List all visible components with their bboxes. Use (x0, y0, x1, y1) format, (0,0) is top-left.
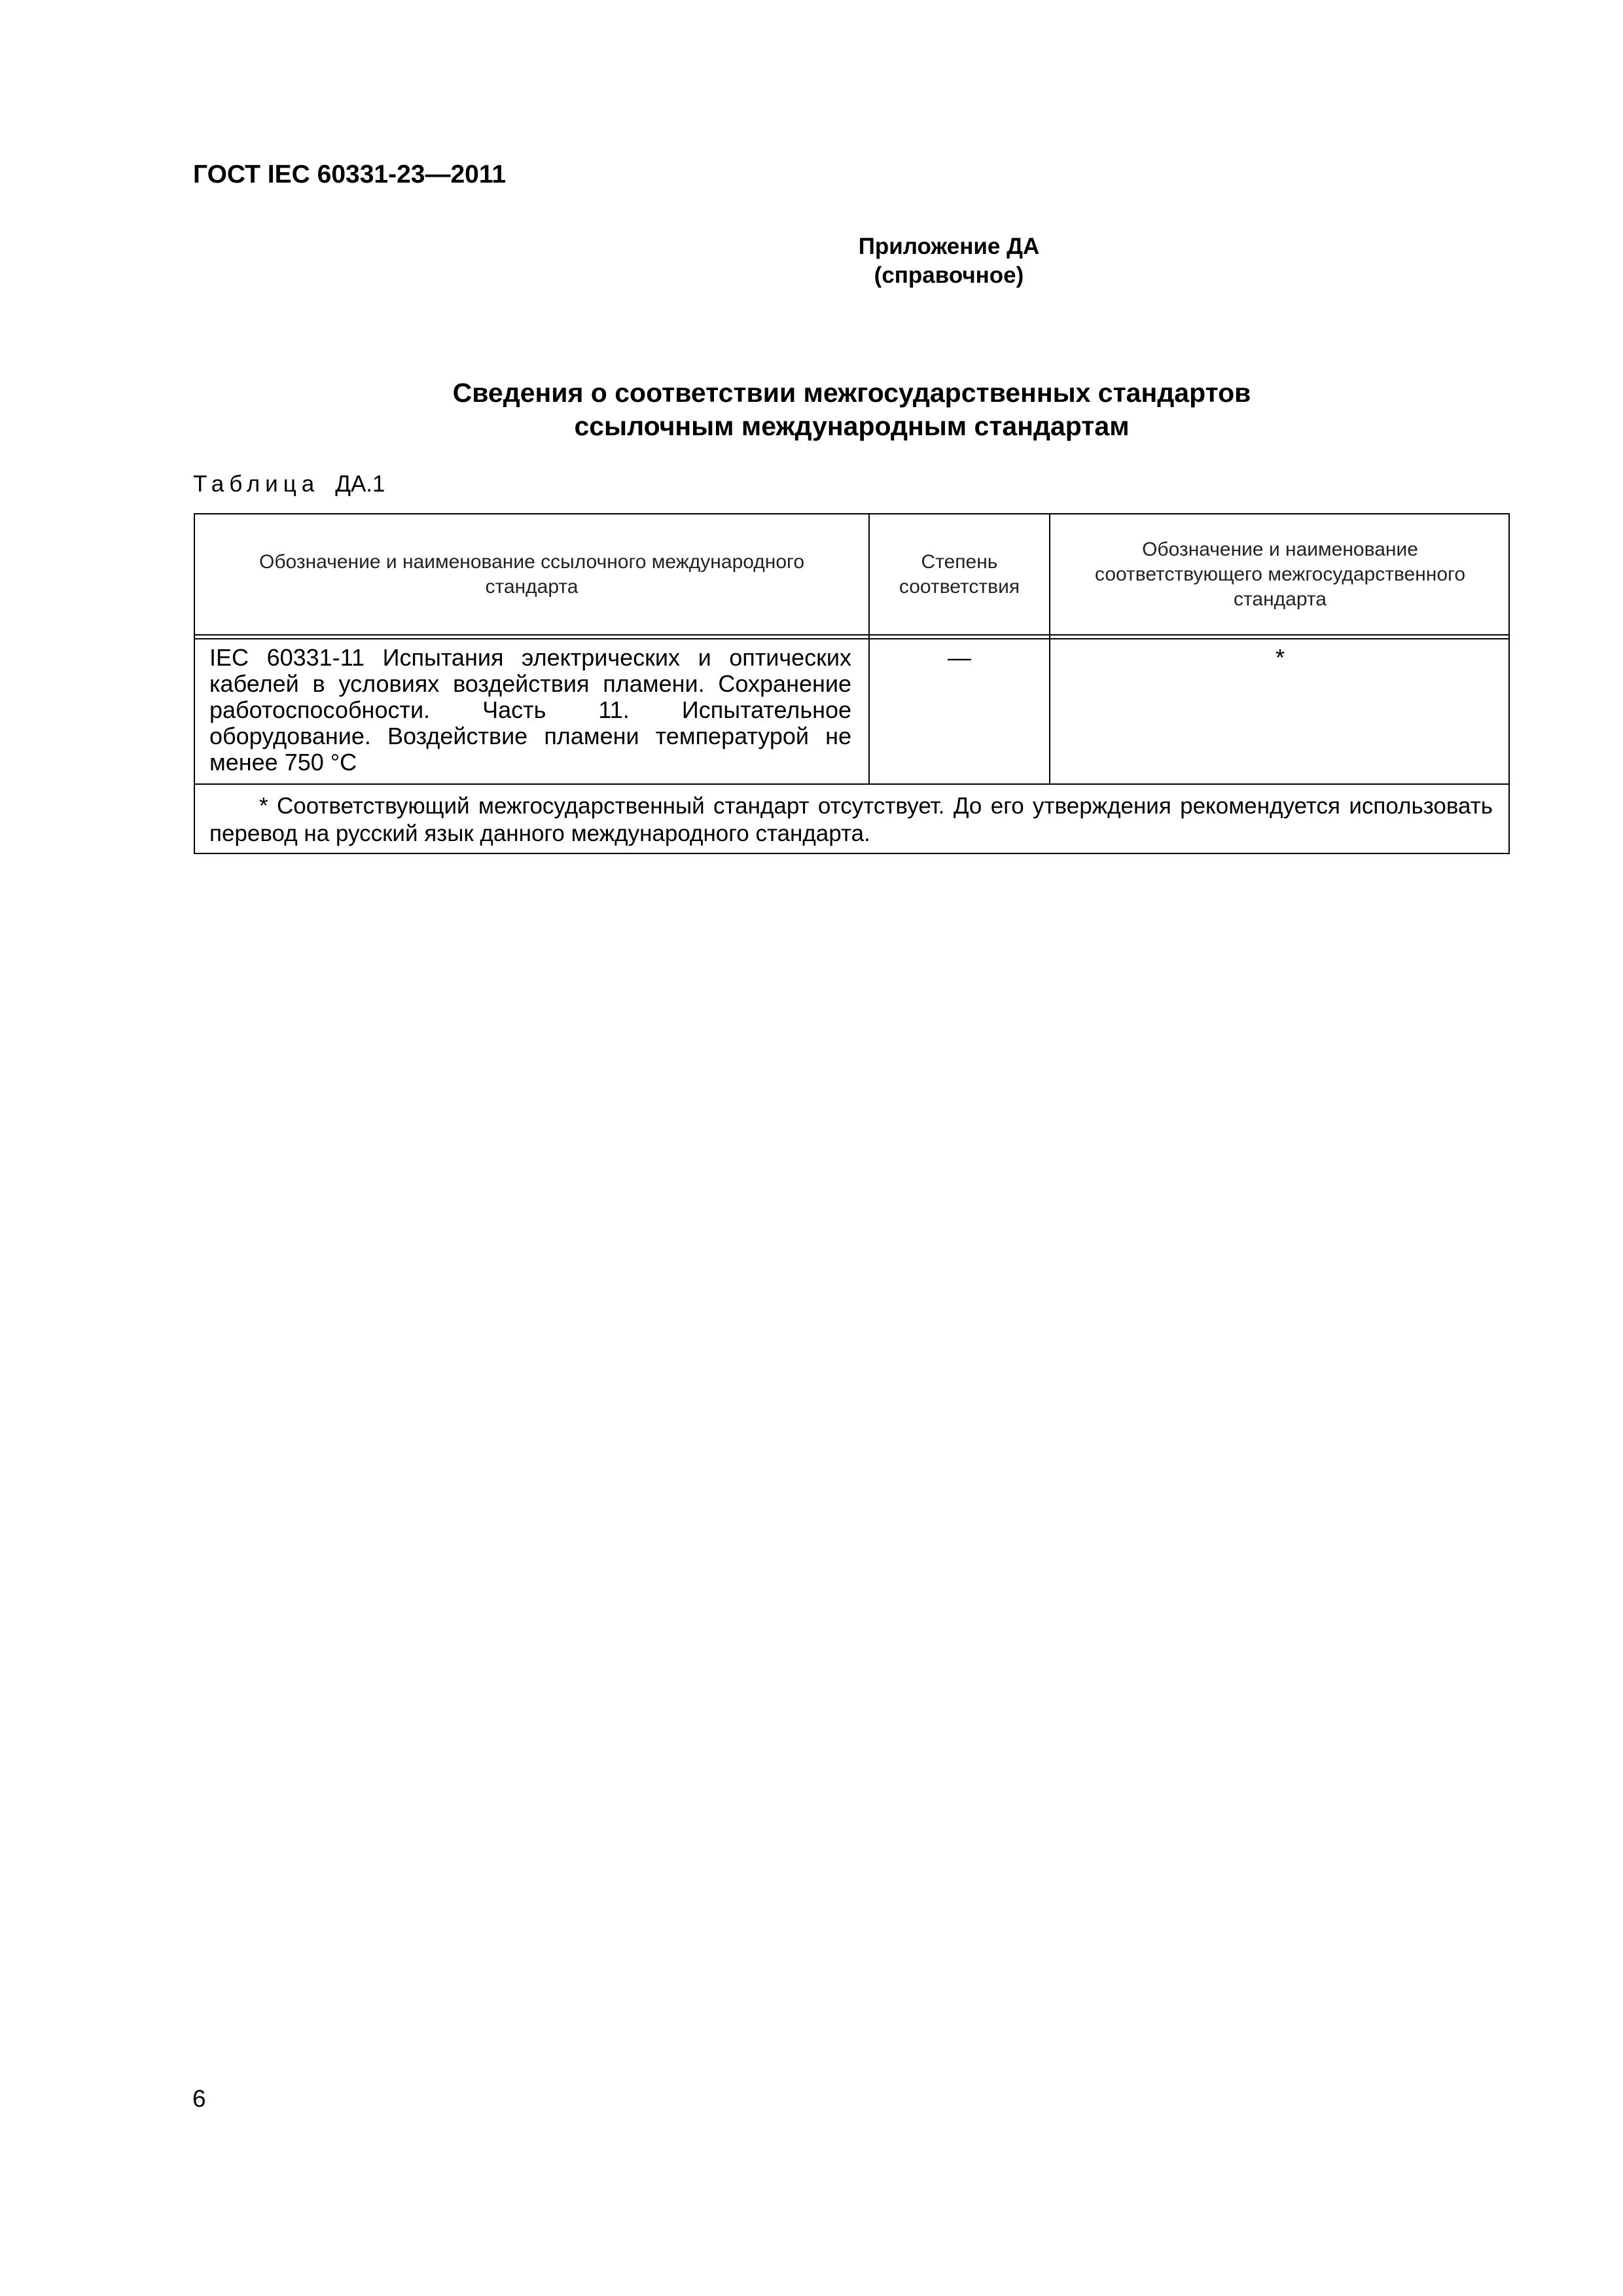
cell-reference-standard: IEC 60331-11 Испытания электрических и оптических кабелей в условиях воздействия пламени. Сохранение работоспособности. Часть 11. Испытательное оборудование. Воздействие пламени температурой не менее 750 °С (209, 644, 851, 776)
header-interstate-standard: Обозначение и наименование соответствующего межгосударственного стандарта (1094, 538, 1466, 610)
header-divider (195, 634, 1508, 636)
table-caption-word: Таблица (193, 471, 320, 497)
document-header: ГОСТ IEC 60331-23—2011 (193, 160, 507, 188)
header-degree: Степень соответствия (899, 550, 1020, 598)
table-caption (193, 471, 385, 497)
page-number: 6 (192, 2085, 206, 2112)
cell-interstate-standard: * (1275, 644, 1285, 671)
header-reference-standard: Обозначение и наименование ссылочного международного стандарта (259, 550, 804, 598)
correspondence-table (194, 513, 1510, 854)
table-footnote: * Соответствующий межгосударственный стандарт отсутствует. До его утверждения рекомендуется использовать перевод на русский язык данного международного стандарта. (209, 793, 1493, 846)
table-caption-number: ДА.1 (335, 471, 385, 497)
cell-degree: — (948, 644, 971, 671)
section-title-line-1: Сведения о соответствии межгосударственных стандартов (452, 378, 1251, 408)
appendix-kind: (справочное) (874, 262, 1024, 288)
section-title-line-2: ссылочным международным стандартам (574, 411, 1130, 441)
appendix-title: Приложение ДА (858, 234, 1040, 259)
